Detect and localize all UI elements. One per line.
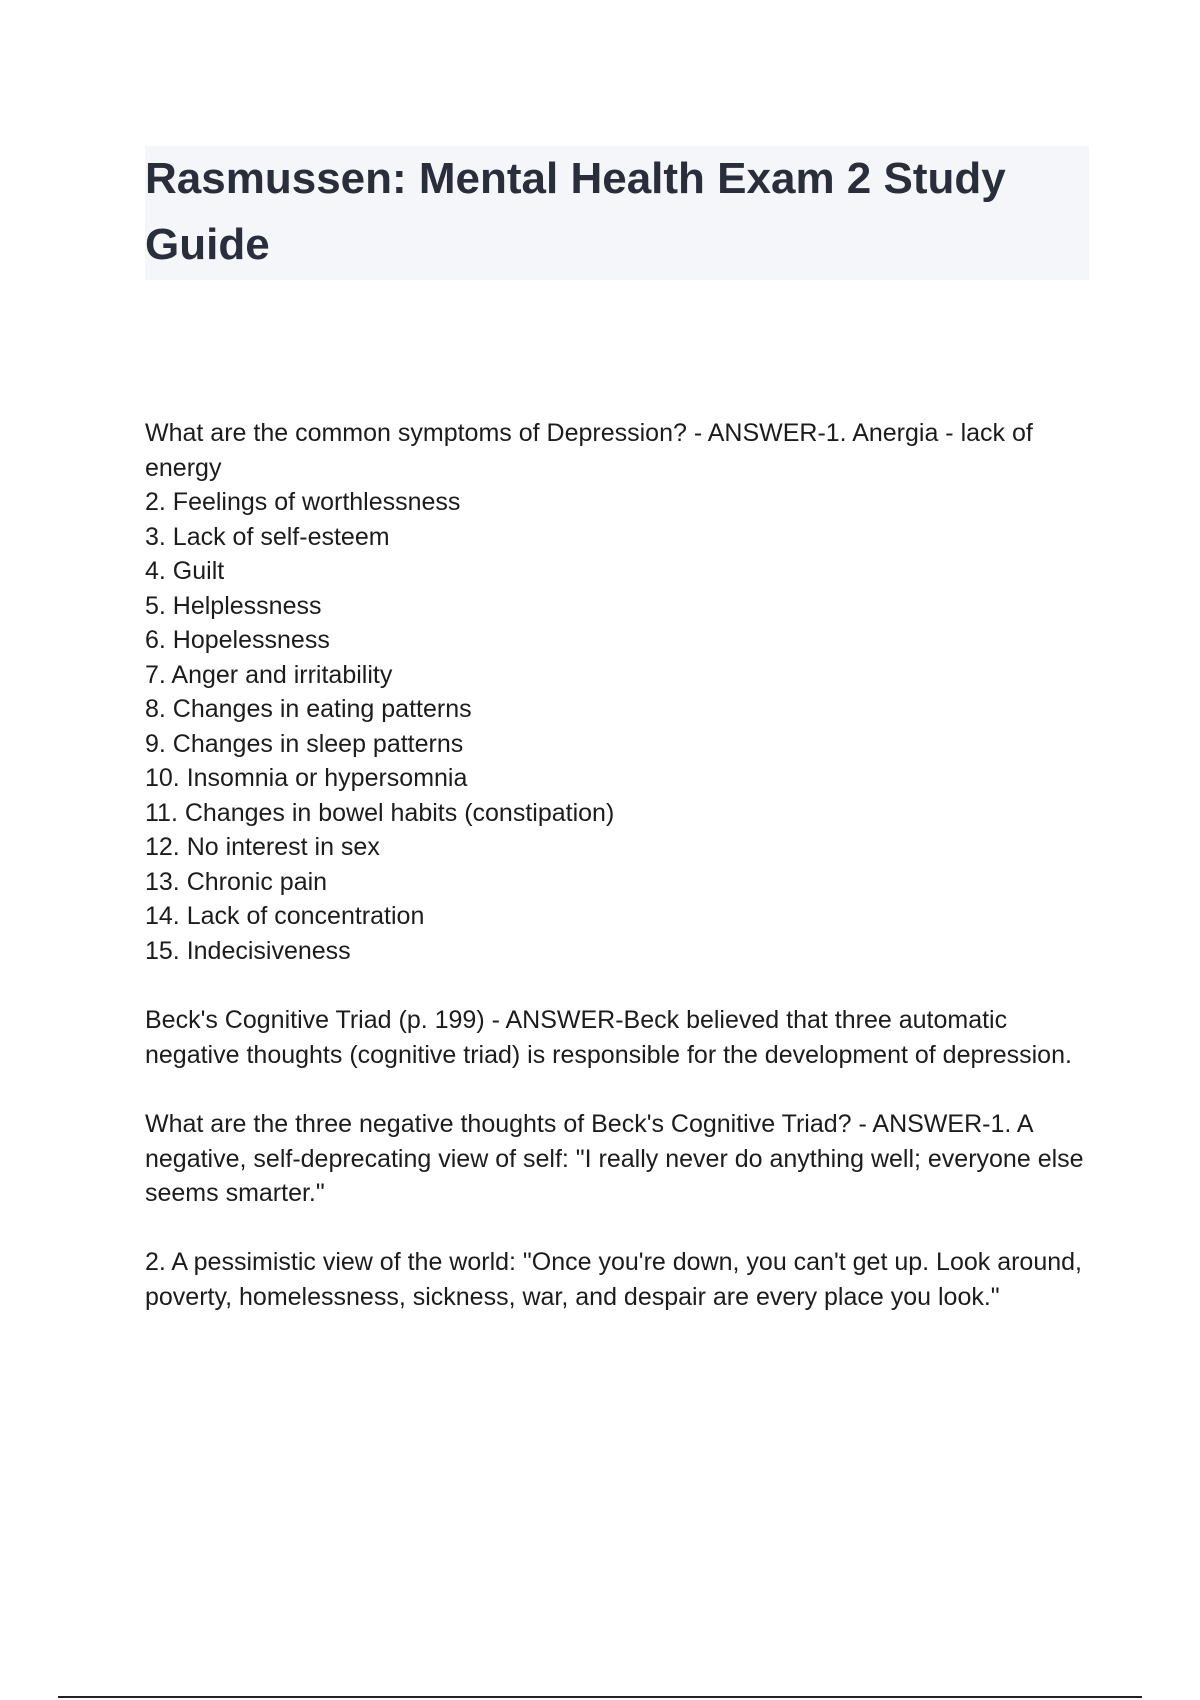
qa-line: What are the three negative thoughts of Beck's Cognitive Triad? - ANSWER-1. A negative, self-deprecating view of self: "I really never do anything well; everyone else seems smarter.": [145, 1110, 1084, 1207]
qa-line: 15. Indecisiveness: [145, 936, 351, 965]
qa-line: 8. Changes in eating patterns: [145, 695, 472, 723]
qa-line: 10. Insomnia or hypersomnia: [145, 764, 468, 792]
qa-line: 11. Changes in bowel habits (constipation): [145, 798, 615, 827]
qa-line: 7. Anger and irritability: [145, 660, 393, 689]
qa-line: Beck's Cognitive Triad (p. 199) - ANSWER-Beck believed that three automatic negative thoughts (cognitive triad) is responsible for the development of depression.: [145, 1006, 1072, 1069]
qa-line: 12. No interest in sex: [145, 833, 380, 861]
qa-line: 13. Chronic pain: [145, 867, 328, 896]
qa-line: 5. Helplessness: [145, 591, 322, 620]
qa-entry-becks-triad: [145, 1003, 1095, 1072]
qa-entry-becks-triad-thoughts: [145, 1107, 1095, 1314]
qa-line: 4. Guilt: [145, 557, 225, 585]
footer-divider: [58, 1696, 1142, 1698]
title-banner: [145, 146, 1089, 280]
qa-line: 9. Changes in sleep patterns: [145, 729, 464, 758]
qa-line: 14. Lack of concentration: [145, 902, 425, 930]
qa-line: 2. A pessimistic view of the world: "Once you're down, you can't get up. Look around, poverty, homelessness, sickness, war, and despair are every place you look.": [145, 1248, 1082, 1311]
document-title: Rasmussen: Mental Health Exam 2 Study Guide: [145, 154, 1006, 269]
study-guide-content: [145, 416, 1095, 1349]
qa-line: What are the common symptoms of Depression? - ANSWER-1. Anergia - lack of energy: [145, 419, 1033, 482]
qa-line: 3. Lack of self-esteem: [145, 522, 390, 551]
paragraph-gap: [145, 1211, 1095, 1246]
qa-line: 6. Hopelessness: [145, 626, 330, 654]
qa-line: 2. Feelings of worthlessness: [145, 488, 461, 516]
qa-entry-depression-symptoms: [145, 416, 1095, 968]
